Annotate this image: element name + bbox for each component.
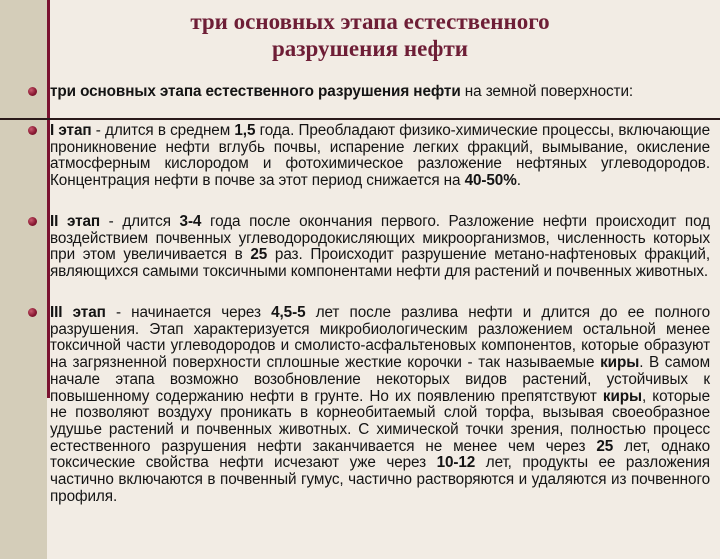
stage2-text: раз. Происходит разрушение метано-нафтеновых фракций, являющихся самыми токсичными компонентами нефти для растений и почвенных животных. — [50, 246, 710, 281]
stage3-text: . В самом начале этапа возможно возобновление некоторых видов растений, устойчивых к повышенному содержанию нефти в грунте. Но их появлению препятствуют — [50, 354, 711, 405]
stage3-label: III этап — [50, 304, 106, 321]
stage3-text: лет, продукты ее разложения частично включаются в почвенный гумус, частично растворяются и удаляются из почвенного профиля. — [50, 454, 710, 505]
stage3-start: 4,5-5 — [271, 304, 306, 321]
stage1-duration: 1,5 — [234, 122, 256, 139]
stage3-text: , которые не позволяют воздуху проникать в корнеобитаемый слой торфа, вызывая своеобразное удушье растений и почвенных животных. С химической точки зрения, полностью процесс естественного разрушения нефти заканчивается не менее чем через — [50, 387, 710, 455]
stage3-term-kiry: киры — [600, 354, 640, 372]
stage1-text: . — [516, 172, 521, 190]
stage3-text: лет после разлива нефти и длится до ее полного разрушения. Этап характеризуется микробиологическим разложением остальной менее токсичной части углеводородов и смолисто-асфальтеновых компонентов, которые образуют на загрязненной поверхности сплошные жесткие корочки - так называемые — [50, 304, 710, 372]
stage2-paragraph — [50, 214, 710, 281]
stage3-years-total: 25 — [596, 437, 614, 455]
bullet-icon — [28, 87, 37, 96]
stage1-reduction: 40-50% — [464, 172, 517, 190]
stage1-label: I этап — [50, 122, 92, 139]
slide-title — [90, 8, 650, 62]
title-line-2: разрушения нефти — [271, 36, 469, 61]
stage3-years-toxic: 10-12 — [436, 454, 476, 472]
stage2-text: - длится — [100, 213, 180, 230]
stage2-label: II этап — [50, 213, 101, 230]
intro-paragraph — [50, 84, 710, 101]
horizontal-rule — [0, 118, 720, 120]
left-decorative-band — [0, 0, 47, 559]
intro-text: на земной поверхности: — [460, 83, 634, 100]
stage1-paragraph — [50, 123, 710, 190]
stage1-text: года. Преобладают физико-химические процессы, включающие проникновение нефти вглубь почвы, испарение легких фракций, вымывание, окисление атмосферным кислородом и фотохимическое разложение нефтяных углеводородов. Концентрация нефти в почве за этот период снижается на — [50, 122, 710, 190]
stage2-duration: 3-4 — [179, 213, 202, 230]
stage2-text: года после окончания первого. Разложение нефти происходит под воздействием почвенных углеводородокисляющих микроорганизмов, численность которых при этом увеличивается в — [50, 213, 710, 264]
bullet-icon — [28, 308, 37, 317]
stage3-paragraph — [50, 305, 710, 505]
stage2-multiplier: 25 — [250, 246, 268, 264]
intro-heading: три основных этапа естественного разрушения нефти — [50, 83, 461, 100]
title-line-1: три основных этапа естественного — [190, 9, 550, 34]
stage3-text: лет, однако токсические свойства нефти исчезают уже через — [50, 437, 710, 472]
bullet-icon — [28, 217, 37, 226]
stage1-text: - длится в среднем — [91, 122, 235, 139]
stage3-text: - начинается через — [105, 304, 272, 321]
stage3-term-kiry: киры — [602, 387, 642, 405]
bullet-icon — [28, 126, 37, 135]
